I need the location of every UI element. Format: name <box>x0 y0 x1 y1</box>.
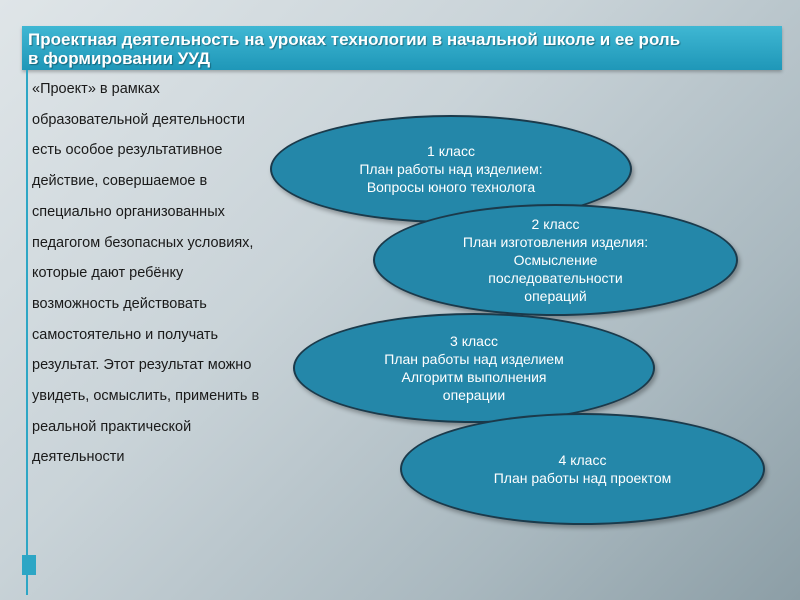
left-accent-line <box>26 70 28 595</box>
grade-1-line-3: Вопросы юного технолога <box>366 179 536 195</box>
grade-2-line-2: План изготовления изделия: <box>462 234 649 250</box>
project-definition-text: «Проект» в рамках образовательной деятельности есть особое результативное действие, совершаемое в специально организованных педагогом безопасных условиях, которые дают ребёнку возможность действовать самостоятельно и получать результат. Этот результат можно увидеть, осмыслить, применить в реальной практической деятельности <box>32 81 260 466</box>
grade-2-title: 2 класс <box>531 216 580 232</box>
corner-accent-block <box>22 555 36 575</box>
grade-2-line-4: последовательности <box>488 270 623 286</box>
grade-2-line-5: операций <box>524 288 587 304</box>
grade-3-line-3: Алгоритм выполнения <box>401 369 547 385</box>
grade-4-ellipse <box>400 413 765 525</box>
grade-1-title: 1 класс <box>427 143 475 159</box>
grade-1-line-2: План работы над изделием: <box>359 161 543 177</box>
grade-3-title: 3 класс <box>450 333 498 349</box>
grade-3-line-2: План работы над изделием <box>384 351 564 367</box>
grade-3-line-4: операции <box>442 387 506 403</box>
grade-4-line-2: План работы над проектом <box>493 470 672 486</box>
grade-3-ellipse <box>293 313 655 423</box>
slide-title: Проектная деятельность на уроках технологии в начальной школе и ее роль в формировании УУД <box>28 30 681 68</box>
grade-4-title: 4 класс <box>558 452 607 468</box>
grade-2-ellipse <box>373 204 738 316</box>
grade-2-line-3: Осмысление <box>513 252 598 268</box>
